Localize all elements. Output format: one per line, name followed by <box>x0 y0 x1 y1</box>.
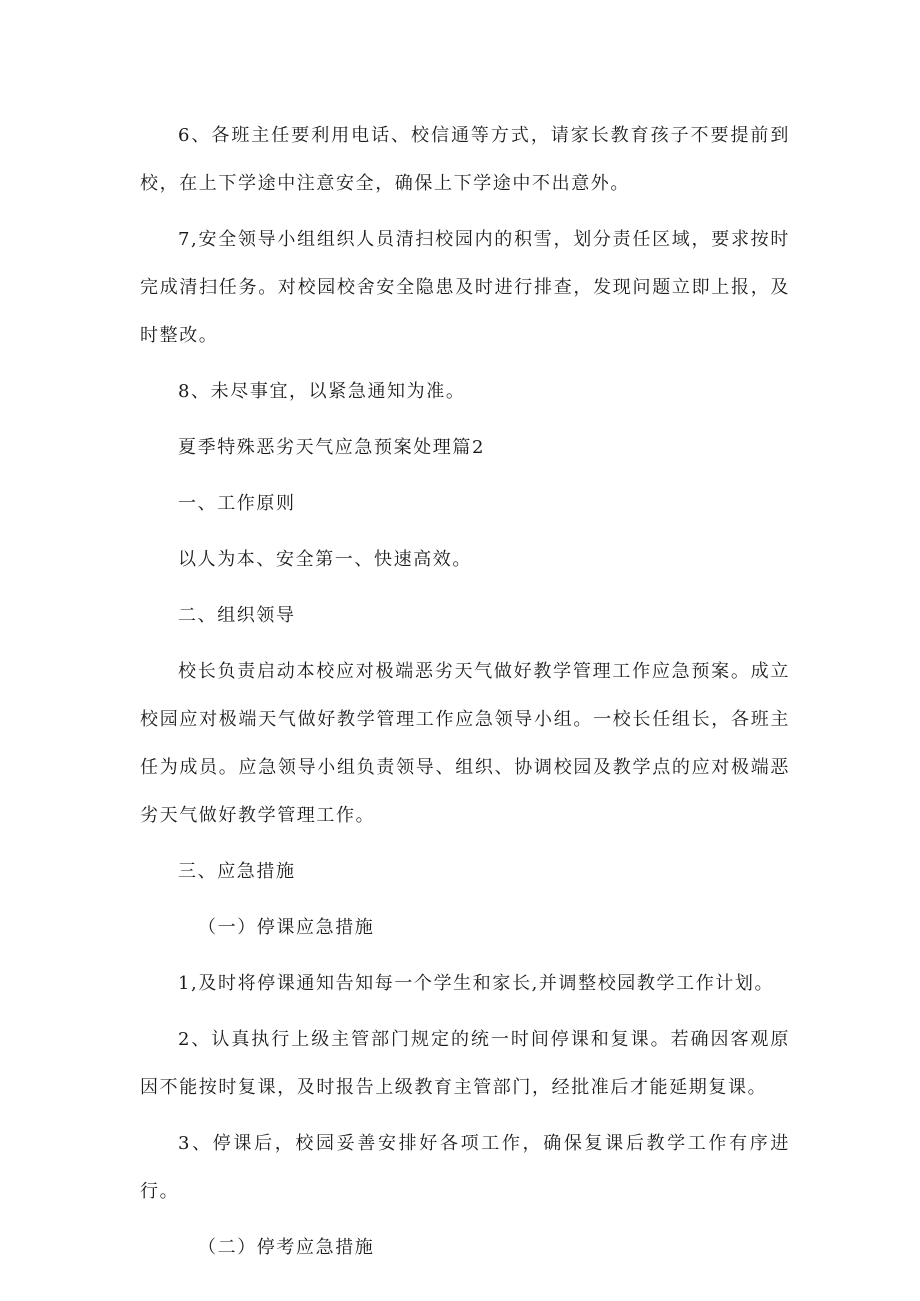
heading-work-principles: 一、工作原则 <box>178 493 296 514</box>
paragraph-measure-2: 2、认真执行上级主管部门规定的统一时间停课和复课。若确因客观原因不能按时复课，及时报告上级教育主管部门，经批准后才能延期复课。 <box>140 1029 790 1098</box>
section-title: 夏季特殊恶劣天气应急预案处理篇2 <box>178 437 486 458</box>
paragraph-item-6: 6、各班主任要利用电话、校信通等方式，请家长教育孩子不要提前到校，在上下学途中注意安全，确保上下学途中不出意外。 <box>140 125 790 194</box>
paragraph-item-7: 7,安全领导小组组织人员清扫校园内的积雪，划分责任区域，要求按时完成清扫任务。对校园校舍安全隐患及时进行排查，发现问题立即上报，及时整改。 <box>140 229 790 346</box>
paragraph-item-8: 8、未尽事宜，以紧急通知为准。 <box>178 381 466 402</box>
heading-emergency-measures: 三、应急措施 <box>178 861 296 882</box>
subheading-class-suspension: （一）停课应急措施 <box>198 917 375 938</box>
subheading-exam-suspension: （二）停考应急措施 <box>198 1237 375 1258</box>
paragraph-measure-3: 3、停课后，校园妥善安排好各项工作，确保复课后教学工作有序进行。 <box>140 1133 790 1202</box>
heading-organization: 二、组织领导 <box>178 605 296 626</box>
paragraph-principles: 以人为本、安全第一、快速高效。 <box>178 549 472 570</box>
paragraph-measure-1: 1,及时将停课通知告知每一个学生和家长,并调整校园教学工作计划。 <box>178 973 775 994</box>
paragraph-organization: 校长负责启动本校应对极端恶劣天气做好教学管理工作应急预案。成立校园应对极端天气做好教学管理工作应急领导小组。一校长任组长，各班主任为成员。应急领导小组负责领导、组织、协调校园及教学点的应对极端恶劣天气做好教学管理工作。 <box>140 661 790 826</box>
